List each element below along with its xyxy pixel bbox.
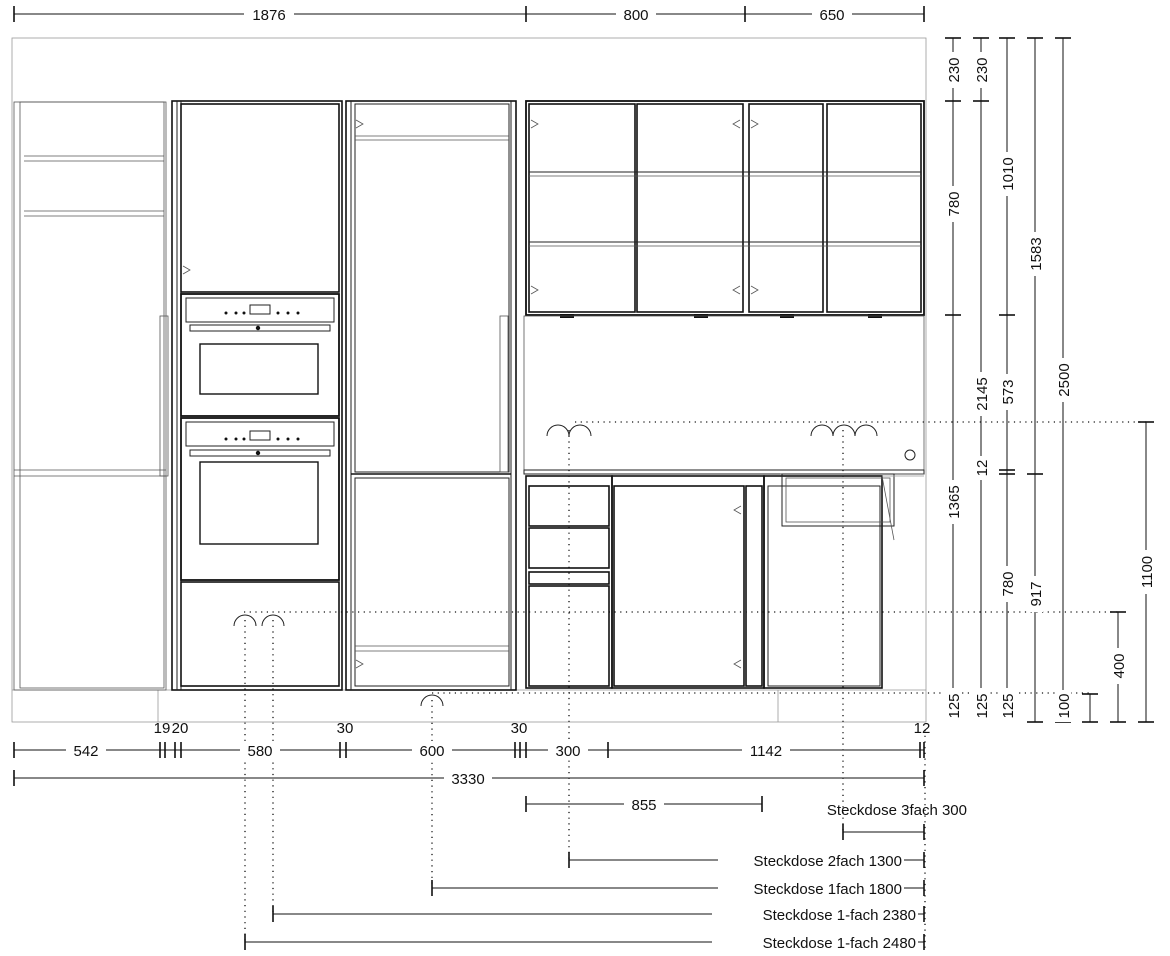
left-shelf-unit: [14, 102, 168, 690]
room-outline: [12, 38, 926, 722]
dim-b-19: 19: [153, 720, 171, 737]
dim-r-100: 100: [1056, 693, 1073, 719]
dim-b-12: 12: [913, 720, 931, 737]
wall-cabinets: [526, 101, 924, 318]
bottom-dimension-lines: [14, 720, 930, 814]
right-dimension-lines: [945, 38, 1156, 724]
socket-height-lines: [244, 422, 1150, 948]
dim-r-125-c: 125: [1000, 693, 1017, 719]
oven-tall-unit: [172, 101, 342, 690]
dim-b-855: 855: [631, 797, 657, 814]
dim-r-125-b: 125: [974, 693, 991, 719]
dim-top-1876: 1876: [252, 7, 286, 24]
dim-r-780-a: 780: [946, 191, 963, 217]
dim-r-917: 917: [1028, 581, 1045, 607]
dim-r-230-b: 230: [974, 57, 991, 83]
dim-b-30-b: 30: [510, 720, 528, 737]
dim-top-800: 800: [623, 7, 649, 24]
fridge-tall-unit: [346, 101, 516, 690]
socket-label-2fach-1300: Steckdose 2fach 1300: [753, 853, 902, 870]
dim-r-1100: 1100: [1139, 555, 1156, 589]
dim-r-2145: 2145: [974, 377, 991, 411]
dim-r-780-b: 780: [1000, 571, 1017, 597]
socket-label-1-fach-2380: Steckdose 1-fach 2380: [762, 907, 916, 924]
dim-b-1142: 1142: [749, 743, 783, 760]
dim-r-573: 573: [1000, 379, 1017, 405]
dim-b-300: 300: [555, 743, 581, 760]
base-cabinets: [524, 470, 924, 688]
dim-b-3330: 3330: [451, 771, 485, 788]
dim-r-1583: 1583: [1028, 237, 1045, 271]
socket-symbols: [234, 425, 877, 706]
dim-r-125-a: 125: [946, 693, 963, 719]
socket-label-1fach-1800: Steckdose 1fach 1800: [753, 881, 902, 898]
top-dimension-line: [14, 4, 924, 24]
dim-r-12: 12: [974, 459, 991, 477]
dim-r-1365: 1365: [946, 485, 963, 519]
dim-r-1010: 1010: [1000, 157, 1017, 191]
dim-r-230-a: 230: [946, 57, 963, 83]
dim-b-600: 600: [419, 743, 445, 760]
socket-label-1-fach-2480: Steckdose 1-fach 2480: [762, 935, 916, 952]
dim-top-650: 650: [819, 7, 845, 24]
socket-label-3fach-300: Steckdose 3fach 300: [826, 802, 967, 819]
socket-dimension-lines: [245, 802, 967, 952]
dim-r-400: 400: [1111, 653, 1128, 679]
dim-b-542: 542: [73, 743, 99, 760]
backsplash: [524, 316, 924, 470]
dim-b-30-a: 30: [336, 720, 354, 737]
dim-b-580: 580: [247, 743, 273, 760]
dim-b-20: 20: [171, 720, 189, 737]
dim-r-2500: 2500: [1056, 363, 1073, 397]
